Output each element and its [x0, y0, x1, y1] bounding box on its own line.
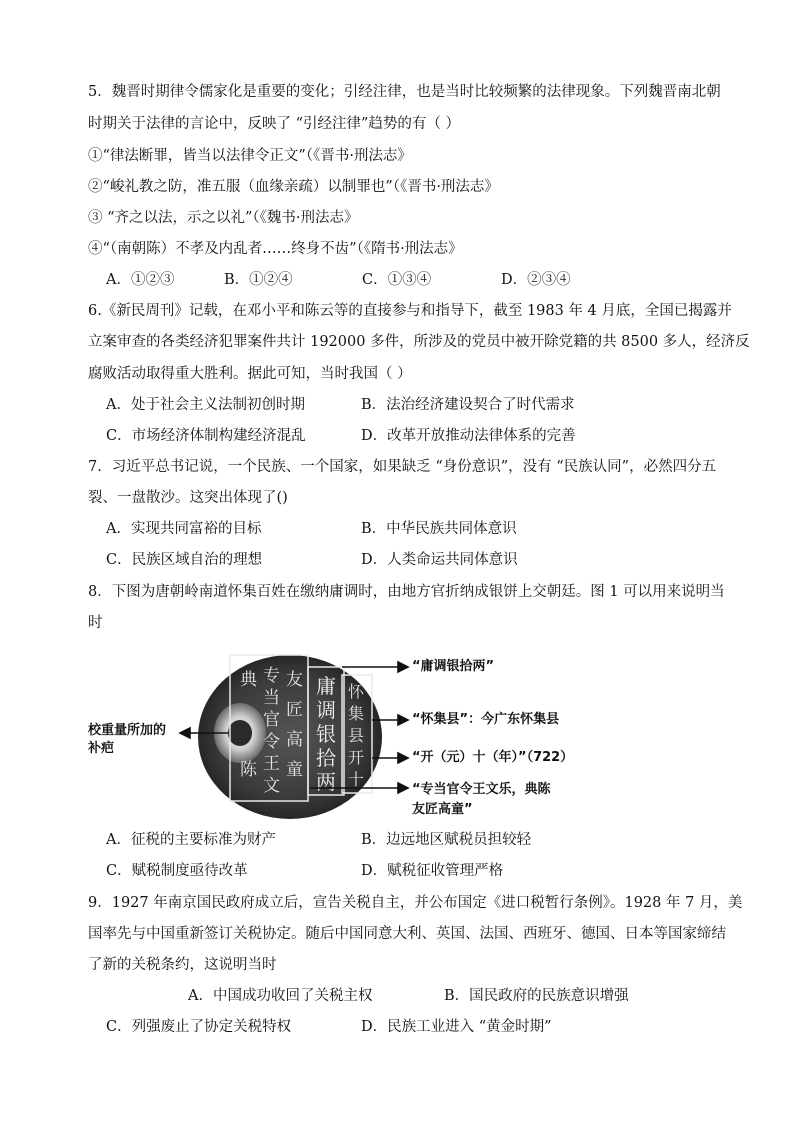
- coin-char: 怀: [348, 682, 365, 701]
- q8-option-c[interactable]: C．赋税制度亟待改革: [106, 863, 248, 879]
- q7-option-c[interactable]: C．民族区域自治的理想: [106, 552, 263, 568]
- q5-item-2: ②“峻礼教之防，准五服（血缘亲疏）以制罪也”（《晋书·刑法志》: [88, 179, 499, 195]
- q8-stem-line2: 时: [88, 615, 103, 631]
- q5-item-3: ③ “齐之以法，示之以礼”（《魏书·刑法志》: [88, 210, 359, 226]
- patch-center: [228, 720, 252, 746]
- coin-char: 陈: [240, 760, 257, 780]
- arrow-head: [180, 728, 190, 738]
- coin-char: 童: [286, 760, 303, 780]
- q8-option-b[interactable]: B．边远地区赋税员担较轻: [361, 832, 532, 848]
- coin-char: 开: [348, 748, 365, 767]
- q5-stem-line1: 5．魏晋时期律令儒家化是重要的变化；引经注律，也是当时比较频繁的法律现象。下列魏晋南北朝: [88, 84, 721, 100]
- arrow-head: [398, 783, 408, 793]
- q8-option-a[interactable]: A．征税的主要标准为财产: [106, 832, 276, 848]
- q9-stem-line1: 9．1927 年南京国民政府成立后，宣告关税自主，并公布国定《进口税暂行条例》。1928 年 7 月，美: [88, 895, 743, 911]
- q5-option-c[interactable]: C．①③④: [362, 272, 432, 288]
- q5-option-b[interactable]: B．①②④: [224, 272, 293, 288]
- q5-stem-line2: 时期关于法律的言论中，反映了 “引经注律”趋势的有（ ）: [88, 116, 461, 132]
- annotation-officials-2: 友匠高童”: [412, 802, 473, 817]
- coin-char: 典: [240, 670, 257, 690]
- coin-char: 县: [348, 726, 365, 745]
- arrow-head: [398, 753, 408, 763]
- coin-char: 集: [348, 704, 365, 723]
- coin-char: 当: [263, 688, 280, 708]
- q6-option-b[interactable]: B．法治经济建设契合了时代需求: [361, 397, 575, 413]
- annotation-huaiji: “怀集县”：今广东怀集县: [412, 712, 560, 727]
- q7-option-b[interactable]: B．中华民族共同体意识: [361, 521, 517, 537]
- coin-char: 匠: [286, 700, 303, 720]
- coin-char: 庸: [316, 674, 336, 698]
- q9-option-a[interactable]: A．中国成功收回了关税主权: [188, 988, 373, 1004]
- coin-char: 王: [263, 754, 280, 774]
- annotation-yongdiao: “庸调银拾两”: [412, 659, 495, 674]
- arrow-head: [398, 715, 408, 725]
- q9-option-b[interactable]: B．国民政府的民族意识增强: [444, 988, 629, 1004]
- q7-option-a[interactable]: A．实现共同富裕的目标: [106, 521, 262, 537]
- q9-option-d[interactable]: D．民族工业进入 “黄金时期”: [361, 1019, 552, 1035]
- q9-stem-line3: 了新的关税条约，这说明当时: [88, 957, 277, 973]
- q5-option-d[interactable]: D．②③④: [501, 272, 571, 288]
- q5-item-4: ④“（南朝陈）不孝及内乱者……终身不齿”（《隋书·刑法志》: [88, 241, 463, 257]
- coin-char: 友: [286, 670, 303, 690]
- arrow-head: [398, 662, 408, 672]
- q6-stem-line2: 立案审查的各类经济犯罪案件共计 192000 多件，所涉及的党员中被开除党籍的共 8500 多人，经济反: [88, 334, 750, 350]
- q9-stem-line2: 国率先与中国重新签订关税协定。随后中国同意大利、英国、法国、西班牙、德国、日本等国家缔结: [88, 926, 726, 942]
- q7-option-d[interactable]: D．人类命运共同体意识: [361, 552, 518, 568]
- coin-char: 高: [286, 730, 303, 750]
- q8-option-d[interactable]: D．赋税征收管理严格: [361, 863, 504, 879]
- q6-stem-line1: 6.《新民周刊》记载，在邓小平和陈云等的直接参与和指导下，截至 1983 年 4 月底，全国已揭露并: [88, 303, 732, 319]
- coin-char: 银: [316, 722, 336, 746]
- coin-char: 令: [263, 732, 280, 752]
- q6-option-c[interactable]: C．市场经济体制构建经济混乱: [106, 428, 306, 444]
- annotation-patch-2: 补疤: [88, 741, 115, 756]
- annotation-officials-1: “专当官令王文乐，典陈: [412, 782, 551, 797]
- coin-char: 官: [263, 710, 280, 730]
- coin-char: 十: [348, 770, 365, 789]
- q9-option-c[interactable]: C．列强废止了协定关税特权: [106, 1019, 292, 1035]
- silver-ingot-figure: [80, 645, 700, 825]
- q6-option-a[interactable]: A．处于社会主义法制初创时期: [106, 397, 305, 413]
- q7-stem-line1: 7．习近平总书记说，一个民族、一个国家，如果缺乏 “身份意识”，没有 “民族认同”，必然四分五: [88, 459, 717, 475]
- q7-stem-line2: 裂、一盘散沙。这突出体现了(): [88, 490, 288, 506]
- coin-char: 文: [263, 776, 280, 796]
- coin-char: 专: [263, 666, 280, 686]
- annotation-patch-1: 校重量所加的: [88, 723, 167, 738]
- q5-item-1: ①“律法断罪，皆当以法律令正文”（《晋书·刑法志》: [88, 148, 412, 164]
- q8-stem-line1: 8．下图为唐朝岭南道怀集百姓在缴纳庸调时，由地方官折纳成银饼上交朝廷。图 1 可以用来说明当: [88, 584, 725, 600]
- annotation-kaiyuan: “开（元）十（年）”（722）: [412, 750, 574, 765]
- q6-stem-line3: 腐败活动取得重大胜利。据此可知，当时我国（ ）: [88, 366, 412, 382]
- coin-char: 调: [316, 698, 336, 722]
- coin-char: 拾: [316, 746, 336, 770]
- coin-char: 两: [316, 770, 336, 794]
- q6-option-d[interactable]: D．改革开放推动法律体系的完善: [361, 428, 576, 444]
- q5-option-a[interactable]: A．①②③: [106, 272, 175, 288]
